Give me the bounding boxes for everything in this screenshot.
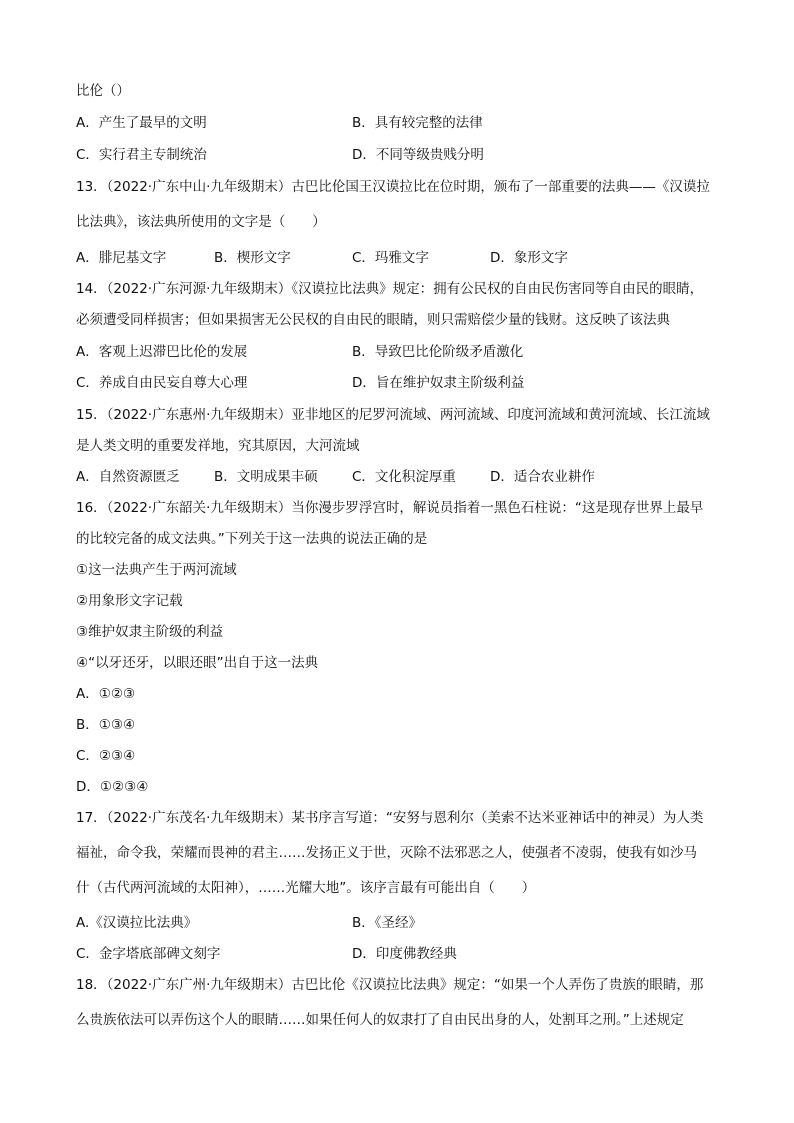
q17-option-a[interactable]: A.《汉谟拉比法典》: [76, 915, 198, 931]
q12-option-a[interactable]: A．产生了最早的文明: [76, 115, 207, 131]
q13-stem-line1: 13．（2022·广东中山·九年级期末）古巴比伦国王汉谟拉比在位时期，颁布了一部重要的法典——《汉谟拉: [76, 179, 710, 195]
q16-statement-1: ①这一法典产生于两河流域: [76, 562, 237, 578]
q17-option-c[interactable]: C．金字塔底部碑文刻字: [76, 946, 221, 962]
q16-option-a[interactable]: A．①②③: [76, 686, 136, 702]
q14-option-d[interactable]: D．旨在维护奴隶主阶级利益: [352, 375, 525, 391]
q15-option-d[interactable]: D．适合农业耕作: [490, 469, 595, 485]
q14-option-b[interactable]: B．导致巴比伦阶级矛盾激化: [352, 344, 524, 360]
q16-statement-3: ③维护奴隶主阶级的利益: [76, 624, 224, 640]
q12-option-c[interactable]: C．实行君主专制统治: [76, 147, 207, 163]
q13-option-a[interactable]: A．腓尼基文字: [76, 250, 167, 266]
q18-stem-line1: 18．（2022·广东广州·九年级期末）古巴比伦《汉谟拉比法典》规定：“如果一个人弄伤了贵族的眼睛，那: [76, 977, 704, 993]
q12-option-d[interactable]: D．不同等级贵贱分明: [352, 147, 484, 163]
q13-option-d[interactable]: D．象形文字: [490, 250, 568, 266]
q14-option-c[interactable]: C．养成自由民妄自尊大心理: [76, 375, 248, 391]
q15-option-b[interactable]: B．文明成果丰硕: [214, 469, 318, 485]
q16-option-b[interactable]: B．①③④: [76, 717, 136, 733]
q15-stem-line2: 是人类文明的重要发祥地，究其原因，大河流域: [76, 438, 360, 454]
q14-stem-line1: 14．（2022·广东河源·九年级期末）《汉谟拉比法典》规定：拥有公民权的自由民伤害同等自由民的眼睛，: [76, 281, 704, 297]
q17-stem-line1: 17．（2022·广东茂名·九年级期末）某书序言写道：“安努与恩利尔（美索不达米亚神话中的神灵）为人类: [76, 810, 704, 826]
q17-stem-line3: 什（古代两河流域的太阳神），……光耀大地”。该序言最有可能出自（ ）: [76, 880, 536, 896]
q17-option-d[interactable]: D．印度佛教经典: [352, 946, 457, 962]
q16-stem-line2: 的比较完备的成文法典。”下列关于这一法典的说法正确的是: [76, 531, 428, 547]
q17-stem-line2: 福祉，命令我，荣耀而畏神的君主……发扬正义于世，灭除不法邪恶之人，使强者不凌弱，使我有如沙马: [76, 845, 697, 861]
q13-stem-line2: 比法典》，该法典所使用的文字是（ ）: [76, 214, 326, 230]
q16-option-c[interactable]: C．②③④: [76, 748, 136, 764]
q12-stem-tail: 比伦（）: [76, 83, 130, 99]
q13-option-c[interactable]: C．玛雅文字: [352, 250, 429, 266]
q15-option-c[interactable]: C．文化积淀厚重: [352, 469, 456, 485]
q17-option-b[interactable]: B．《圣经》: [352, 915, 423, 931]
q13-option-b[interactable]: B．楔形文字: [214, 250, 291, 266]
q14-option-a[interactable]: A．客观上迟滞巴比伦的发展: [76, 344, 248, 360]
q14-stem-line2: 必须遭受同样损害；但如果损害无公民权的自由民的眼睛，则只需赔偿少量的钱财。这反映了该法典: [76, 312, 670, 328]
q16-stem-line1: 16．（2022·广东韶关·九年级期末）当你漫步罗浮宫时，解说员指着一黑色石柱说：“这是现存世界上最早: [76, 500, 704, 516]
q16-option-d[interactable]: D．①②③④: [76, 779, 149, 795]
q15-stem-line1: 15．（2022·广东惠州·九年级期末）亚非地区的尼罗河流域、两河流域、印度河流域和黄河流域、长江流域: [76, 407, 710, 423]
q16-statement-4: ④“以牙还牙，以眼还眼”出自于这一法典: [76, 655, 319, 671]
q15-option-a[interactable]: A．自然资源匮乏: [76, 469, 180, 485]
q18-stem-line2: 么贵族依法可以弄伤这个人的眼睛……如果任何人的奴隶打了自由民出身的人，处割耳之刑。”上述规定: [76, 1012, 684, 1028]
q12-option-b[interactable]: B．具有较完整的法律: [352, 115, 483, 131]
q16-statement-2: ②用象形文字记载: [76, 593, 183, 609]
